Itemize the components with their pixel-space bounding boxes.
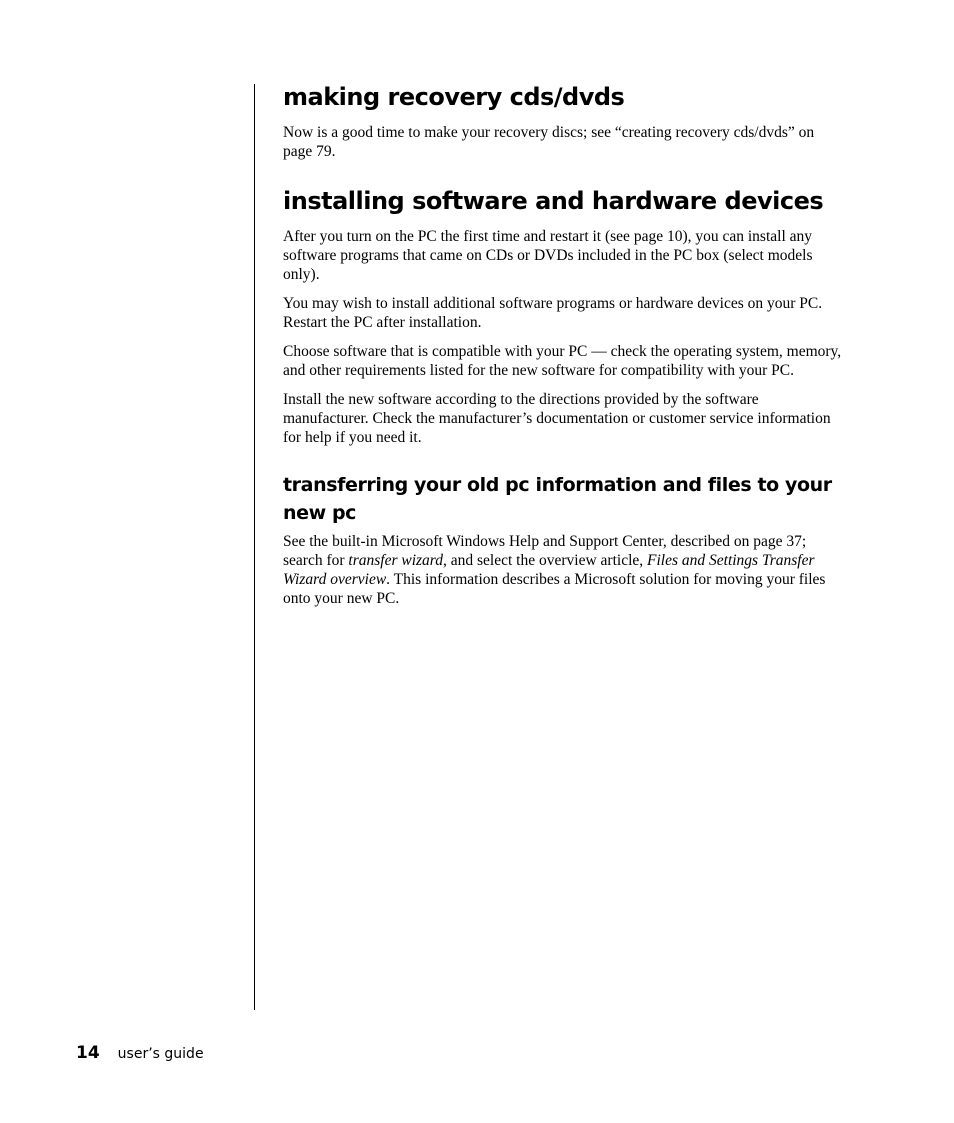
- margin-rule: [254, 84, 255, 1010]
- page-footer: [76, 1043, 204, 1063]
- heading-transferring-files: transferring your old pc information and files to your new pc: [283, 474, 832, 524]
- paragraph-install-1: After you turn on the PC the first time and restart it (see page 10), you can install any software programs that came on CDs or DVDs included in the PC box (select models only).: [283, 228, 813, 283]
- paragraph-install-2: You may wish to install additional software programs or hardware devices on your PC. Restart the PC after installation.: [283, 295, 823, 331]
- paragraph-install-4: Install the new software according to the directions provided by the software manufacturer. Check the manufacturer’s documentation or customer service information for help if you need it.: [283, 391, 831, 446]
- transfer-text-a: See the built-in Microsoft Windows Help and Support Center, described on page 37; search for: [283, 533, 807, 569]
- heading-making-recovery: making recovery cds/dvds: [283, 83, 625, 111]
- page-number: 14: [76, 1043, 100, 1063]
- transfer-article-title: Files and Settings Transfer Wizard overview: [283, 552, 815, 588]
- main-content: [283, 80, 843, 608]
- transfer-text-c: . This information describes a Microsoft solution for moving your files onto your new PC.: [283, 571, 826, 607]
- paragraph-recovery: Now is a good time to make your recovery discs; see “creating recovery cds/dvds” on page 79.: [283, 124, 815, 160]
- transfer-search-term: transfer wizard: [348, 552, 444, 569]
- paragraph-transfer: [283, 532, 843, 608]
- heading-installing-software: installing software and hardware devices: [283, 187, 824, 215]
- transfer-text-b: , and select the overview article,: [443, 552, 648, 569]
- footer-title: user’s guide: [117, 1046, 204, 1062]
- paragraph-install-3: Choose software that is compatible with your PC — check the operating system, memory, and other requirements listed for the new software for compatibility with your PC.: [283, 343, 842, 379]
